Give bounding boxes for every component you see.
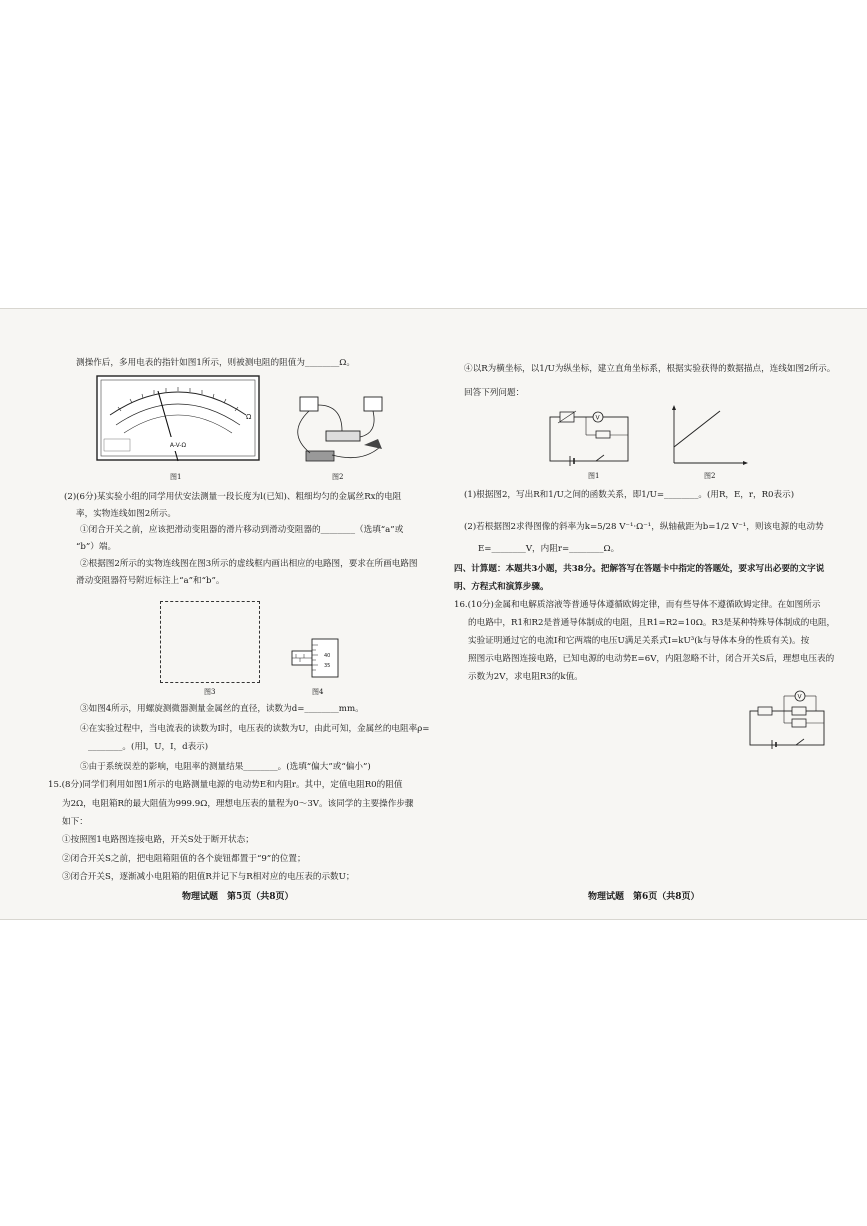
text-line: (2)(6分)某实验小组的同学用伏安法测量一段长度为l(已知)、粗细均匀的金属丝Rx的电阻: [64, 492, 402, 502]
figure-caption: 图1: [588, 472, 600, 480]
text-line: (2)若根据图2求得图像的斜率为k=5/28 V⁻¹·Ω⁻¹，纵轴截距为b=1/2 V⁻¹，则该电源的电动势: [464, 522, 824, 532]
text-line: ①按照图1电路图连接电路，开关S处于断开状态；: [62, 835, 254, 845]
text-line: ③如图4所示，用螺旋测微器测量金属丝的直径，读数为d=________mm。: [80, 704, 364, 714]
text-line: ④以R为横坐标，以1/U为纵坐标，建立直角坐标系，根据实验获得的数据描点，连线如图2所示。: [464, 364, 836, 374]
text-line: 15.(8分)同学们利用如图1所示的电路测量电源的电动势E和内阻r。其中，定值电阻R0的阻值: [48, 780, 403, 790]
text-line: ④在实验过程中，当电流表的读数为I时，电压表的读数为U，由此可知，金属丝的电阻率ρ=: [80, 724, 430, 734]
svg-text:40: 40: [324, 653, 331, 659]
text-line: 回答下列问题：: [464, 388, 525, 398]
text-line: “b”）端。: [76, 542, 117, 552]
svg-text:V: V: [595, 414, 600, 422]
svg-text:Ω: Ω: [246, 413, 252, 421]
text-line: 实验证明通过它的电流I和它两端的电压U满足关系式I=kU³(k与导体本身的性质有关)。按: [468, 636, 810, 646]
figure-caption: 图4: [312, 688, 324, 696]
text-line: ________。(用l，U，I，d表示): [88, 742, 209, 752]
multimeter-dial-figure: [96, 375, 260, 469]
text-line: 的电路中，R1和R2是普通导体制成的电阻，且R1=R2=10Ω。R3是某种特殊导体制成的电阻，: [468, 618, 836, 628]
page-footer: 物理试题 第5页（共8页）: [182, 892, 294, 902]
circuit-apparatus-figure: [282, 393, 394, 469]
page-footer: 物理试题 第6页（共8页）: [588, 892, 700, 902]
section-heading: 四、计算题：本题共3小题，共38分。把解答写在答题卡中指定的答题处，要求写出必要的文字说: [454, 564, 825, 574]
section-heading: 明、方程式和演算步骤。: [454, 582, 549, 592]
text-line: 16.(10分)金属和电解质溶液等普通导体遵循欧姆定律，而有些导体不遵循欧姆定律。在如图所示: [454, 600, 821, 610]
text-line: 滑动变阻器符号附近标注上“a”和“b”。: [76, 576, 225, 586]
text-line: ②根据图2所示的实物连线图在图3所示的虚线框内画出相应的电路图，要求在所画电路图: [80, 559, 418, 569]
text-line: E=________V，内阻r=________Ω。: [478, 544, 620, 554]
circuit-diagram-figure: [546, 409, 632, 467]
text-line: 如下：: [62, 817, 88, 827]
micrometer-figure: [290, 635, 344, 681]
text-line: ②闭合开关S之前，把电阻箱阻值的各个旋钮都置于“9”的位置；: [62, 854, 306, 864]
text-line: 率，实物连线如图2所示。: [76, 509, 176, 519]
exam-sheet: [0, 308, 867, 920]
text-line: 照图示电路图连接电路，已知电源的电动势E=6V，内阻忽略不计，闭合开关S后，理想电压表的: [468, 654, 835, 664]
figure-caption: 图2: [332, 473, 344, 481]
text-line: 为2Ω，电阻箱R的最大阻值为999.9Ω，理想电压表的量程为0～3V。该同学的主要操作步骤: [62, 799, 414, 809]
q16-circuit-figure: [746, 689, 828, 749]
line-graph-figure: [666, 405, 748, 469]
text-line: ①闭合开关之前，应该把滑动变阻器的滑片移动到滑动变阻器的________（选填“a”或: [80, 525, 404, 535]
svg-text:35: 35: [324, 663, 331, 669]
text-line: 示数为2V，求电阻R3的k值。: [468, 672, 583, 682]
svg-text:A-V-Ω: A-V-Ω: [169, 442, 187, 449]
figure-caption: 图1: [170, 473, 182, 481]
text-line: ③闭合开关S，逐渐减小电阻箱的阻值R并记下与R相对应的电压表的示数U；: [62, 872, 355, 882]
text-line: ⑤由于系统误差的影响，电阻率的测量结果________。(选填“偏大”或“偏小”): [80, 762, 371, 772]
figure-caption: 图3: [204, 688, 216, 696]
blank-circuit-box: [160, 601, 260, 683]
figure-caption: 图2: [704, 472, 716, 480]
text-line: (1)根据图2，写出R和1/U之间的函数关系，即1/U=________。(用R，E，r，R0表示): [464, 490, 795, 500]
text-line: 测操作后，多用电表的指针如图1所示，则被测电阻的阻值为________Ω。: [76, 358, 356, 368]
svg-text:V: V: [797, 693, 802, 701]
